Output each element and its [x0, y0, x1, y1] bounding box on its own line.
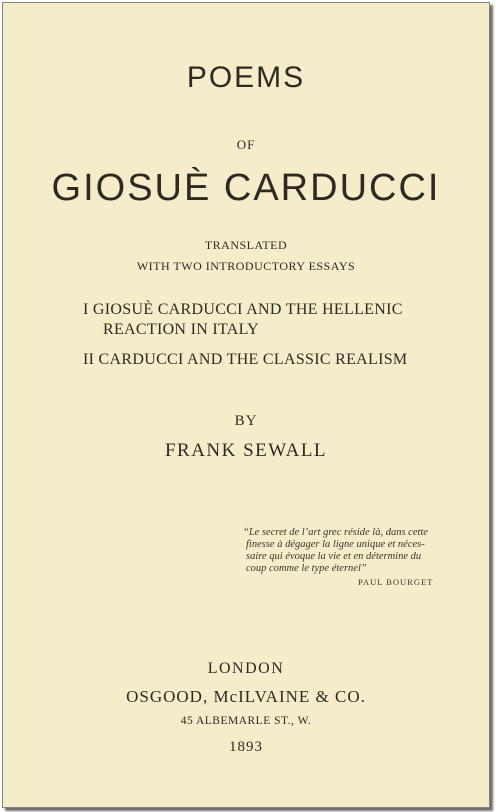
- imprint-year: 1893: [229, 739, 263, 755]
- essay-1-line-2: REACTION IN ITALY: [103, 321, 259, 338]
- imprint-address: 45 ALBEMARLE ST., W.: [180, 715, 312, 727]
- quote-line-1: “Le secret de l’art grec réside là, dans cette: [243, 527, 428, 538]
- quote-line-4: coup comme le type éternel”: [246, 563, 367, 574]
- quote-line-2: finesse à dégager la ligne unique et néces-: [246, 539, 425, 550]
- quote-attribution: PAUL BOURGET: [358, 577, 434, 587]
- essay-2: II CARDUCCI AND THE CLASSIC REALISM: [83, 351, 408, 368]
- subtitle-translated: TRANSLATED: [204, 238, 288, 252]
- title-poems: POEMS: [186, 61, 306, 94]
- translator-name: FRANK SEWALL: [164, 440, 328, 461]
- by-label: BY: [234, 413, 258, 429]
- title-author-name: GIOSUÈ CARDUCCI: [51, 167, 441, 209]
- essay-1-line-1: I GIOSUÈ CARDUCCI AND THE HELLENIC: [83, 301, 403, 318]
- subtitle-essays: WITH TWO INTRODUCTORY ESSAYS: [136, 259, 356, 273]
- title-of: OF: [236, 137, 256, 152]
- title-page: [2, 2, 490, 808]
- imprint-city: LONDON: [207, 660, 285, 677]
- epigraph-quote: [243, 527, 453, 575]
- quote-line-3: saire qui évoque la vie et en détermine du: [246, 551, 422, 562]
- imprint-publisher: OSGOOD, McILVAINE & CO.: [126, 687, 366, 706]
